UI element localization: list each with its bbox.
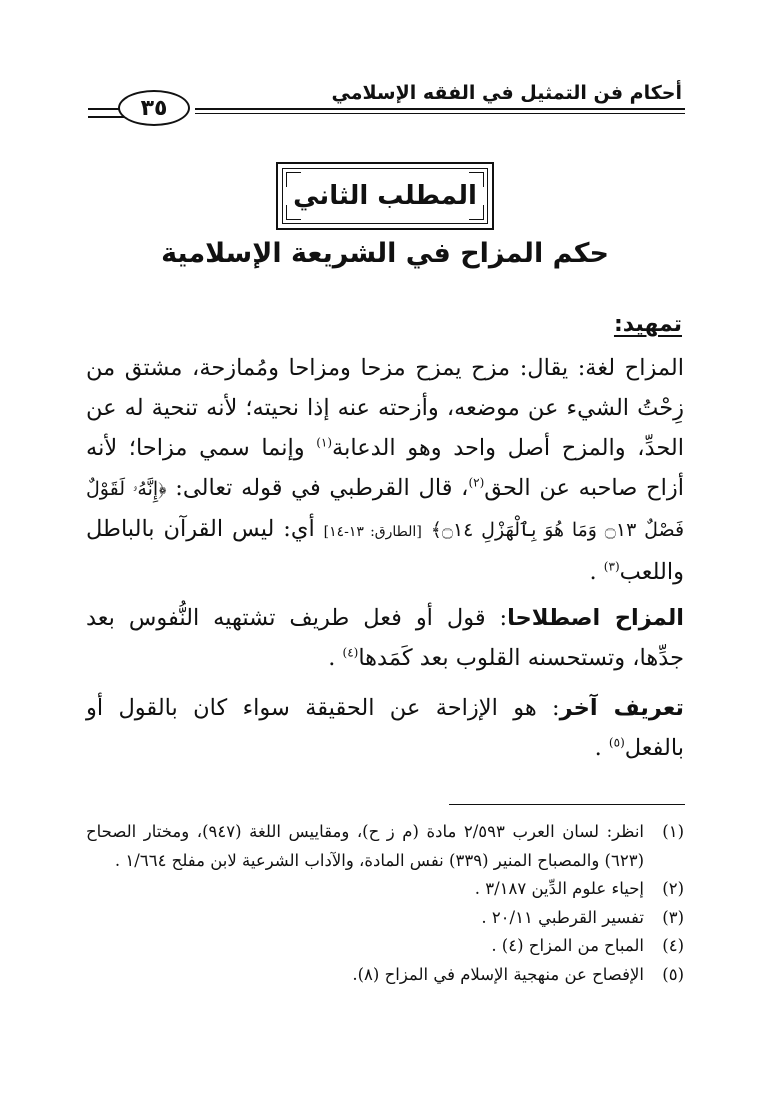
running-header-title: أحكام فن التمثيل في الفقه الإسلامي: [331, 82, 682, 104]
footnote-item: [86, 875, 684, 904]
footnote-ref: (٢): [468, 475, 485, 490]
footnote-number: (٢): [662, 879, 684, 898]
footnote-separator: [449, 804, 685, 805]
footnote-text: الإفصاح عن منهجية الإسلام في المزاح (٨).: [352, 964, 644, 984]
footnote-text: تفسير القرطبي ٢٠/١١ .: [481, 907, 644, 927]
footnote-number: (١): [662, 822, 684, 841]
term-label: المزاح اصطلاحا: [507, 605, 685, 631]
footnote-item: [86, 961, 684, 990]
paragraph-linguistic-definition: [86, 348, 684, 592]
footnote-text: انظر: لسان العرب ٢/٥٩٣ مادة (م ز ح)، ومقاييس اللغة (٩٤٧)، ومختار الصحاح (٦٢٣) والمصباح المنير (٣٣٩) نفس المادة، والآداب الشرعية لابن مفلح ١/٦٦٤ .: [86, 822, 644, 870]
term-label: تعريف آخر: [559, 695, 684, 721]
footnote-ref: (٥): [608, 735, 625, 750]
footnote-ref: (٣): [603, 559, 620, 574]
paragraph-end: .: [589, 559, 604, 585]
section-title: المطلب الثاني: [293, 181, 477, 211]
frame-corner-ornament: [286, 205, 301, 220]
verse-reference: [الطارق: ١٣-١٤]: [323, 524, 422, 540]
header-rule-thin: [195, 113, 685, 114]
footnote-item: [86, 818, 684, 875]
footnote-number: (٥): [662, 964, 684, 984]
frame-corner-ornament: [469, 205, 484, 220]
header-rule: [195, 108, 685, 110]
footnote-text: إحياء علوم الدِّين ٣/١٨٧ .: [474, 879, 644, 898]
section-title-inner-frame: [282, 168, 488, 224]
frame-corner-ornament: [469, 172, 484, 187]
footnote-ref: (٤): [342, 645, 359, 660]
paragraph-text: : قول أو فعل طريف تشتهيه النُّفوس بعد جدِّها، وتستحسنه القلوب بعد كَمَدها: [86, 605, 684, 671]
footnote-text: المباح من المزاح (٤) .: [491, 936, 644, 955]
footnotes: [86, 818, 684, 989]
footnote-ref: (١): [316, 435, 333, 450]
paragraph-end: .: [594, 735, 609, 761]
page-number: ٣٥: [118, 90, 190, 126]
paragraph-text: : هو الإزاحة عن الحقيقة سواء كان بالقول أو بالفعل: [86, 695, 684, 761]
footnote-number: (٣): [662, 907, 684, 927]
page-number-ornament: [88, 90, 196, 130]
intro-label: تمهيد:: [613, 312, 682, 337]
quran-verse: ﴿إِنَّهُۥ لَقَوْلٌ فَصْلٌ ۝١٣ وَمَا هُوَ بِٱلْهَزْلِ ۝١٤﴾: [86, 478, 685, 541]
paragraph-text: أي: ليس القرآن بالباطل واللعب: [86, 516, 684, 585]
chapter-heading: حكم المزاح في الشريعة الإسلامية: [161, 238, 609, 269]
paragraph-end: .: [328, 645, 343, 671]
paragraph-text: وإنما سمي مزاحا؛ لأنه أزاح صاحبه عن الحق: [86, 435, 684, 501]
paragraph-technical-definition: [86, 598, 684, 678]
frame-corner-ornament: [286, 172, 301, 187]
footnote-number: (٤): [662, 936, 684, 955]
footnote-item: [86, 904, 684, 933]
footnote-item: [86, 932, 684, 961]
paragraph-text: المزاح لغة: يقال: مزح يمزح مزحا ومزاحا ومُمازحة، مشتق من زِحْتُ الشيء عن موضعه، وأزحته عنه إذا نحيته؛ لأنه تنحية له عن الحدِّ، والمزح أصل واحد وهو الدعابة: [86, 355, 684, 461]
paragraph-other-definition: [86, 688, 684, 768]
paragraph-text: ، قال القرطبي في قوله تعالى:: [166, 475, 469, 501]
section-title-frame: [276, 162, 494, 230]
